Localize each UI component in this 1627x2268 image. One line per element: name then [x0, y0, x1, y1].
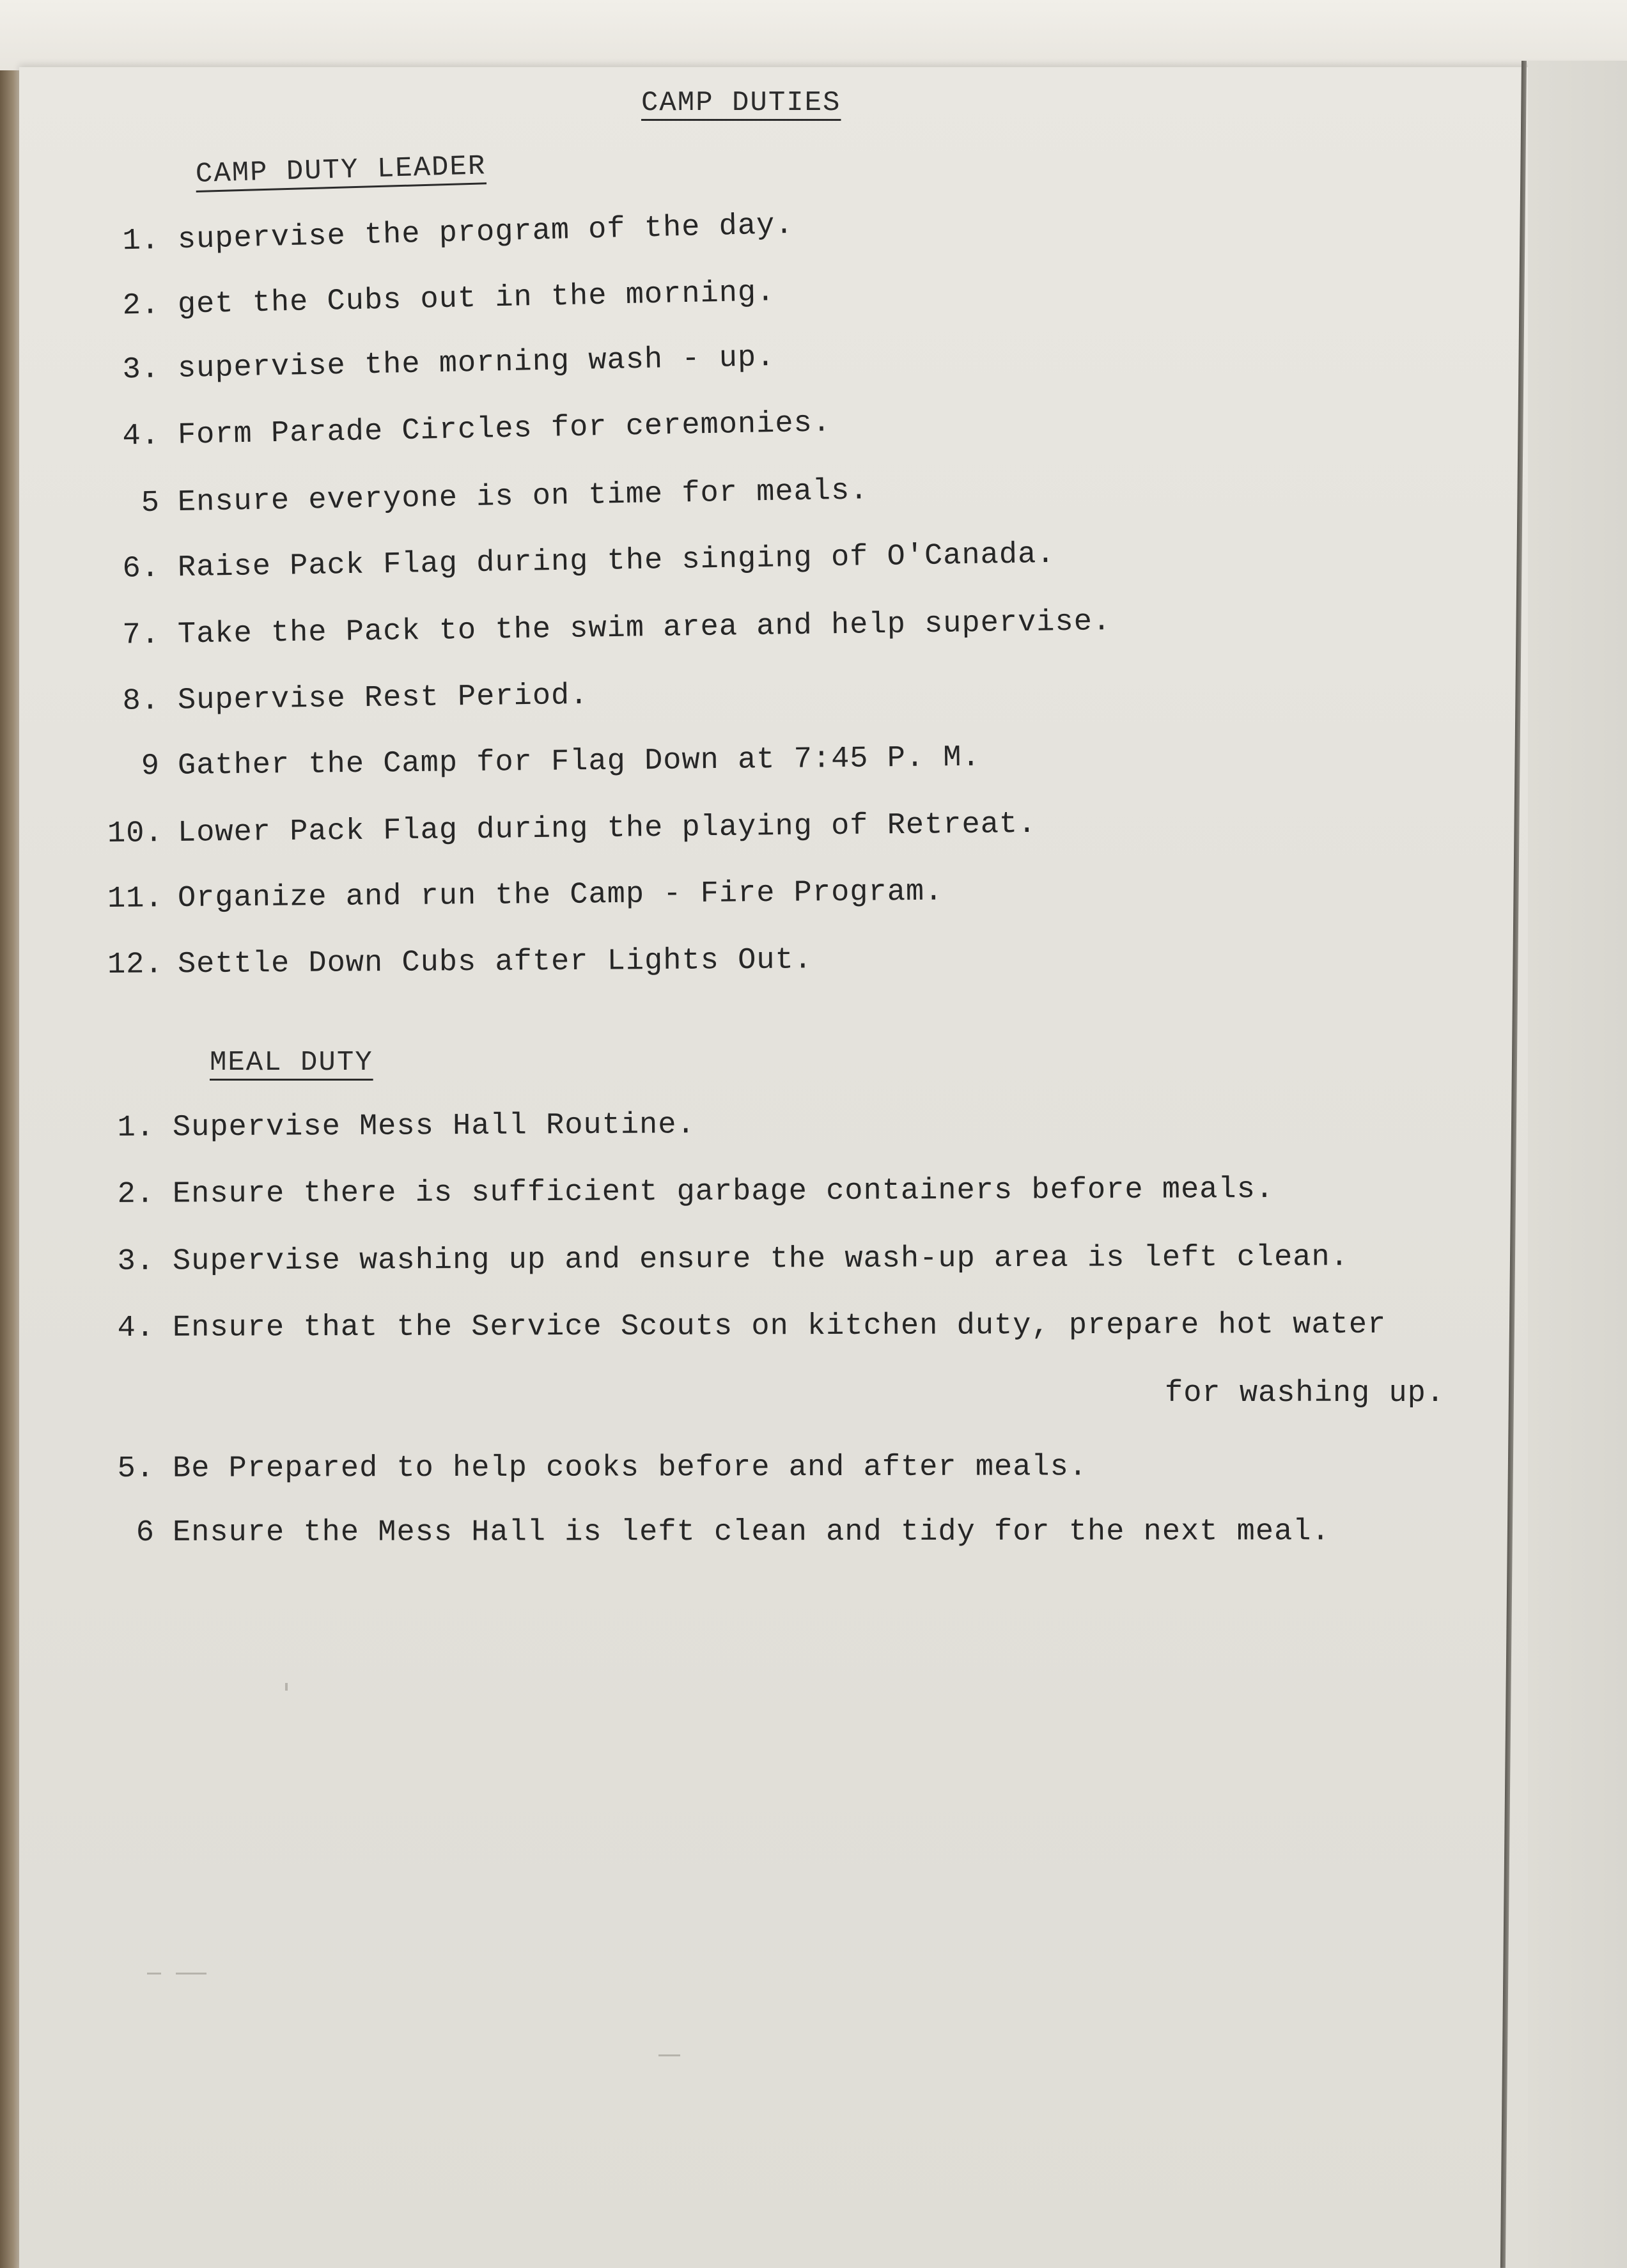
item-text: Supervise Rest Period.: [177, 678, 589, 718]
item-text: Ensure there is sufficient garbage containers before meals.: [172, 1173, 1275, 1212]
item-number: 10.: [107, 817, 164, 851]
section-heading-camp-duty-leader: CAMP DUTY LEADER: [195, 150, 487, 191]
item-number: 8.: [122, 684, 160, 719]
list-item: [102, 1240, 1349, 1279]
list-item: [102, 1515, 1330, 1550]
item-number: 5: [141, 486, 160, 521]
item-number: 2.: [122, 288, 160, 324]
item-number: 3.: [117, 1244, 155, 1279]
item-number: 4.: [117, 1311, 155, 1345]
item-text: supervise the program of the day.: [177, 208, 795, 258]
binder-edge: [0, 70, 22, 2268]
item-number: 1.: [117, 1111, 155, 1145]
item-text: supervise the morning wash - up.: [177, 340, 775, 386]
ink-smudge: [176, 1973, 206, 1975]
item-text: Supervise washing up and ensure the wash-up area is left clean.: [172, 1240, 1349, 1279]
item-text: Raise Pack Flag during the singing of O'Canada.: [177, 537, 1055, 586]
item-text: Gather the Camp for Flag Down at 7:45 P. M.: [177, 740, 981, 783]
list-item: [107, 679, 589, 719]
item-number: 9: [141, 749, 160, 784]
ink-smudge: [147, 1973, 161, 1975]
list-item-continuation: for washing up.: [1165, 1377, 1445, 1411]
item-text: Form Parade Circles for ceremonies.: [177, 406, 832, 453]
ink-smudge: [285, 1683, 288, 1691]
section-heading-meal-duty: MEAL DUTY: [210, 1047, 373, 1079]
item-text: Organize and run the Camp - Fire Program.: [177, 875, 944, 916]
item-text: Ensure that the Service Scouts on kitchen duty, prepare hot water: [172, 1308, 1387, 1345]
list-item: [102, 1173, 1274, 1212]
item-text: Be Prepared to help cooks before and after meals.: [172, 1450, 1088, 1486]
item-number: 1.: [121, 224, 160, 259]
item-number: 7.: [122, 618, 160, 653]
list-item: [102, 1108, 696, 1145]
item-number: 2.: [117, 1177, 155, 1212]
item-number: 11.: [107, 882, 164, 916]
item-text: Take the Pack to the swim area and help supervise.: [177, 605, 1112, 652]
item-text: Ensure the Mess Hall is left clean and tidy for the next meal.: [172, 1515, 1330, 1550]
item-text: Ensure everyone is on time for meals.: [177, 474, 869, 520]
page-right-margin: [1528, 61, 1627, 2268]
paper-sheet: [19, 67, 1627, 2268]
item-text: Lower Pack Flag during the playing of Retreat.: [177, 807, 1037, 850]
item-number: 4.: [122, 419, 160, 454]
item-number: 3.: [122, 352, 160, 387]
document-title: CAMP DUTIES: [641, 87, 841, 119]
item-number: 5.: [117, 1451, 155, 1486]
item-text: Settle Down Cubs after Lights Out.: [177, 943, 813, 982]
list-item: [102, 1450, 1087, 1486]
item-text: get the Cubs out in the morning.: [177, 276, 775, 322]
item-number: 12.: [107, 948, 164, 982]
item-number: 6.: [122, 551, 160, 586]
list-item: [107, 943, 813, 982]
list-item: [102, 1308, 1386, 1345]
item-number: 6: [136, 1515, 155, 1550]
item-text: Supervise Mess Hall Routine.: [172, 1108, 696, 1145]
ink-smudge: [658, 2054, 680, 2056]
